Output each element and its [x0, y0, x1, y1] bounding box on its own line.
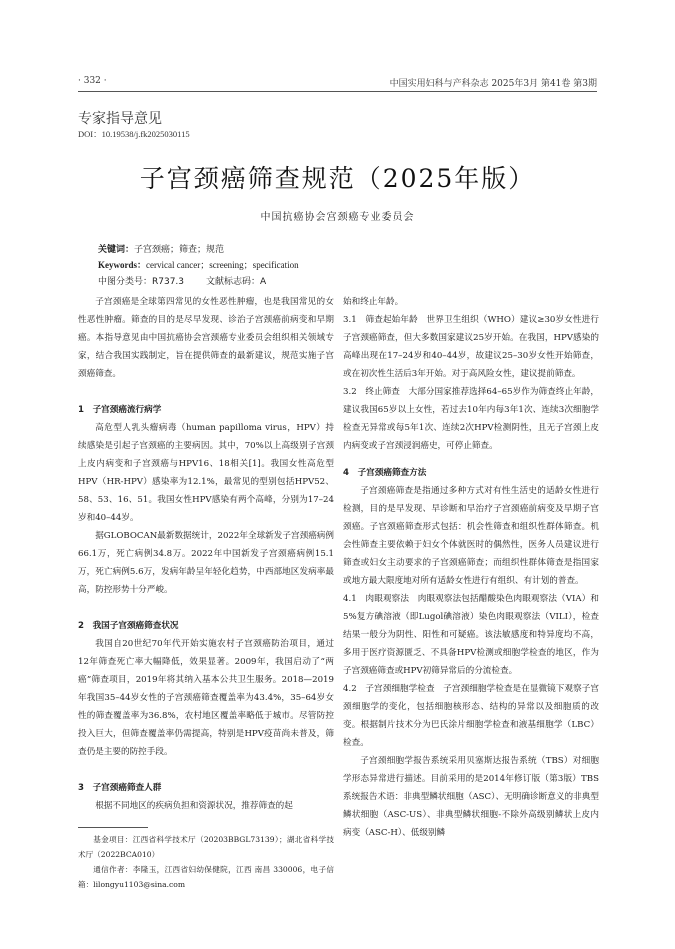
section-2-heading: 2 我国子宫颈癌筛查状况 — [78, 621, 179, 631]
journal-header: 中国实用妇科与产科杂志 2025年3月 第41卷 第3期 — [389, 79, 597, 89]
section-4-2-paragraph: 4.2 子宫颈细胞学检查 子宫颈细胞学检查是在显微镜下观察子宫颈细胞学的变化，包括细胞核形态、结构的异常以及细胞质的改变。根据制片技术分为巴氏涂片细胞学检查和液基细胞学（LBC）检查。 — [343, 684, 599, 748]
intro-paragraph: 子宫颈癌是全球第四常见的女性恶性肿瘤，也是我国常见的女性恶性肿瘤。筛查的目的是尽早发现、诊治子宫颈癌前病变和早期癌。本指导意见由中国抗癌协会宫颈癌专业委员会组织相关领域专家，结合我国实践制定，旨在提供筛查的最新建议，规范实施子宫颈癌筛查。 — [78, 297, 334, 379]
keywords-en-label: Keywords： — [98, 260, 146, 270]
section-4-1-paragraph: 4.1 肉眼观察法 肉眼观察法包括醋酸染色肉眼观察法（VIA）和5%复方碘溶液（即Lugol碘溶液）染色肉眼观察法（VILI），检查结果一般分为阴性、阳性和可疑癌。该法敏感度和特异度均不高，多用于医疗资源匮乏、不具备HPV检测或细胞学检查的地区，作为子宫颈癌筛查或HPV初筛异常后的分流检查。 — [343, 594, 599, 676]
document-code: 文献标志码：A — [206, 277, 267, 287]
right-column — [343, 293, 599, 842]
keywords-cn-text: 子宫颈癌；筛查；规范 — [134, 245, 225, 255]
keywords-en — [98, 258, 299, 271]
article-title: 子宫颈癌筛查规范（2025年版） — [139, 164, 536, 193]
header-rule — [78, 91, 597, 92]
section-4-paragraph-1: 子宫颈癌筛查是指通过多种方式对有性生活史的适龄女性进行检测，目的是早发现、早诊断和早治疗子宫颈癌前病变及早期子宫颈癌。子宫颈癌筛查形式包括：机会性筛查和组织性群体筛查。机会性筛查主要依赖于妇女个体就医时的偶然性，医务人员建议进行筛查或妇女主动要求的子宫颈癌筛查；而组织性群体筛查是指国家或地方最大限度地对所有适龄女性进行有组织、有计划的普查。 — [343, 486, 599, 586]
section-3-1-paragraph: 3.1 筛查起始年龄 世界卫生组织（WHO）建议≥30岁女性进行子宫颈癌筛查，但大多数国家建议25岁开始。在我国，HPV感染的高峰出现在17–24岁和40–44岁，故建议25–30岁女性开始筛查，或在初次性生活后3年开始。对于高风险女性，建议提前筛查。 — [343, 315, 599, 379]
doi[interactable]: DOI：10.19538/j.fk2025030115 — [78, 129, 190, 139]
section-3-2-paragraph: 3.2 终止筛查 大部分国家推荐选择64–65岁作为筛查终止年龄，建议我国65岁以上女性，若过去10年内每3年1次、连续3次细胞学检查无异常或每5年1次、连续2次HPV检测阴性，且无子宫颈上皮内病变或子宫颈浸润癌史，可停止筛查。 — [343, 387, 599, 451]
keywords-cn-label: 关键词： — [98, 245, 135, 255]
classification-number: 中图分类号：R737.3 — [98, 277, 185, 287]
footnote-corresponding-author: 通信作者：李隆玉，江西省妇幼保健院，江西 南昌 330006，电子信箱：lilongyu1103@sina.com — [78, 865, 334, 889]
section-1-paragraph-1: 高危型人乳头瘤病毒（human papilloma virus，HPV）持续感染是引起子宫颈癌的主要病因。其中，70%以上高级别子宫颈上皮内病变和子宫颈癌与HPV16、18相关[1]。我国女性高危型HPV（HR-HPV）感染率为12.1%，最常见的型别包括HPV52、58、53、16、51。我国女性HPV感染有两个高峰，分别为17–24岁和40–44岁。 — [78, 423, 334, 523]
footnote-funding: 基金项目：江西省科学技术厅（20203BBGL73139）；湖北省科学技术厅（2022BCA010） — [78, 835, 334, 859]
section-3-heading: 3 子宫颈癌筛查人群 — [78, 783, 162, 793]
footnote-divider — [78, 827, 148, 828]
classification-line — [98, 274, 266, 287]
section-2-paragraph-1: 我国自20世纪70年代开始实施农村子宫颈癌防治项目，通过12年筛查死亡率大幅降低，效果显著。2009年，我国启动了“两癌”筛查项目，2019年将其纳入基本公共卫生服务。2018—2019年我国35–44岁女性的子宫颈癌筛查覆盖率为43.4%，35–64岁女性的筛查覆盖率为36.8%，农村地区覆盖率略低于城市。尽管防控投入巨大，但筛查覆盖率仍需提高，特别是HPV疫苗尚未普及，筛查仍是主要的防控手段。 — [78, 639, 334, 757]
page-number: · 332 · — [78, 76, 107, 86]
section-3-continuation: 始和终止年龄。 — [343, 297, 404, 307]
section-4-heading: 4 子宫颈癌筛查方法 — [343, 468, 427, 478]
left-column — [78, 293, 334, 892]
keywords-cn — [98, 242, 224, 255]
section-3-paragraph-1: 根据不同地区的疾病负担和资源状况，推荐筛查的起 — [95, 801, 293, 811]
section-type: 专家指导意见 — [78, 111, 162, 127]
keywords-en-text: cervical cancer；screening；specification — [146, 260, 299, 270]
authors: 中国抗癌协会宫颈癌专业委员会 — [260, 212, 415, 223]
section-4-2-paragraph-2: 子宫颈细胞学报告系统采用贝塞斯达报告系统（TBS）对细胞学形态异常进行描述。目前采用的是2014年修订版（第3版）TBS系统报告术语：非典型鳞状细胞（ASC）、无明确诊断意义的非典型鳞状细胞（ASC-US）、非典型鳞状细胞-不除外高级别鳞状上皮内病变（ASC-H）、低级别鳞 — [343, 756, 599, 838]
section-1-heading: 1 子宫颈癌流行病学 — [78, 405, 162, 415]
section-1-paragraph-2: 据GLOBOCAN最新数据统计，2022年全球新发子宫颈癌病例66.1万，死亡病例34.8万。2022年中国新发子宫颈癌病例15.1万，死亡病例5.6万，发病年龄呈年轻化趋势，中西部地区发病率最高，防控形势十分严峻。 — [78, 531, 334, 595]
